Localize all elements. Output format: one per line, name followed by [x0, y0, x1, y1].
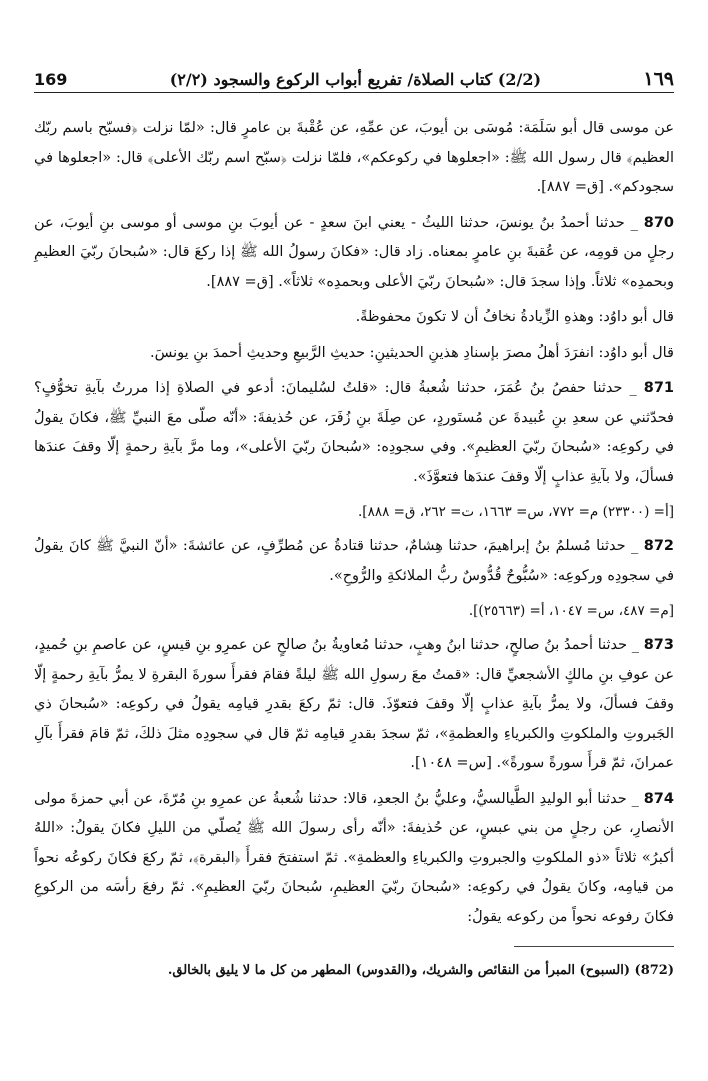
hadith-paragraph: [34, 785, 674, 933]
page-body: [34, 114, 674, 995]
hadith-paragraph: [34, 532, 674, 591]
page-number-latin: 169: [34, 69, 68, 89]
page-header: [34, 66, 674, 93]
hadith-paragraph: [34, 631, 674, 779]
hadith-text: عن موسى قال أبو سَلَمَة: مُوسَى بن أيوبَ، عن عمِّهِ، عن عُقْبةَ بن عامرٍ قال: «لمّا نزلت ﴿فسبّح باسم ربّك العظيم﴾ قال رسول الله ﷺ: «اجعلوها في ركوعكم»، فلمّا نزلت ﴿سبّح اسم ربّك الأعلى﴾ قال: «اجعلوها في سجودكم». [ق= ٨٨٧].: [34, 120, 674, 195]
footnote-divider: [514, 946, 674, 947]
hadith-number: 873: [643, 637, 674, 653]
comment-text: قال أبو داوُد: انفرَدَ أهلُ مصرَ بإسنادِ هذينِ الحديثينِ: حديثِ الرَّبيعِ وحديثِ أحمدَ بنِ يونسَ.: [150, 344, 674, 361]
running-title: (2/2) كتاب الصلاة/ تفريع أبواب الركوع والسجود (٢/٢): [169, 69, 542, 89]
takhrij-reference: [م= ٤٨٧، س= ١٠٤٧، أ= (٢٥٦٦٣)].: [468, 603, 674, 619]
author-comment: [34, 339, 674, 369]
author-comment: [34, 303, 674, 333]
comment-text: قال أبو داوُد: وهذهِ الزِّيادةُ نخافُ أن لا تكونَ محفوظةً.: [355, 309, 674, 325]
takhrij-reference: [أ= (٢٣٣٠٠) م= ٧٧٢، س= ١٦٦٣، ت= ٢٦٢، ق= ٨٨٨].: [358, 504, 674, 520]
hadith-text: _ حدثنا مُسلمُ بنُ إبراهيمَ، حدثنا هِشامٌ، حدثنا قتادةُ عن مُطرِّفٍ، عن عائشةَ: «أنّ النبيَّ ﷺ كانَ يقولُ في سجودِه وركوعِه: «سُبُّوحٌ قُدُّوسٌ ربُّ الملائكةِ والرُّوحِ».: [34, 538, 674, 584]
hadith-number: 874: [643, 790, 674, 807]
footnote: (872) (السبوح) المبرأ من النقائص والشريك، و(القدوس) المطهر من كل ما لا يليق بالخالق.: [167, 963, 674, 978]
hadith-number: 871: [643, 380, 675, 396]
hadith-paragraph: [34, 114, 674, 203]
page-number-arabic: ١٦٩: [643, 68, 674, 90]
hadith-number: 872: [643, 538, 675, 554]
hadith-text: _ حدثنا حفصُ بنُ عُمَرَ، حدثنا شُعبةُ قال: «قلتُ لسُليمانَ: أدعو في الصلاةِ إذا مررتُ بآيةِ تخوُّفٍ؟ فحدّثني عن سعدِ بنِ عُبيدةَ عن مُستَوردٍ، عن صِلَةَ بنِ زُفَرَ، عن حُذيفةَ: «أنّه صلّى معَ النبيِّ ﷺ، فكانَ يقولُ في ركوعِه: «سُبحانَ ربّيَ العظيمِ». وفي سجودِه: «سُبحانَ ربّيَ الأعلى»، وما مرَّ بآيةِ رحمةٍ إلّا وقفَ عندَها فسألَ، ولا بآيةِ عذابٍ إلّا وقفَ عندَها فتعوَّذَ».: [34, 380, 674, 485]
hadith-text: _ حدثنا أبو الوليدِ الطَّيالسيُّ، وعليُّ بنُ الجعدِ، قالا: حدثنا شُعبةُ عن عمرِو بنِ مُرّةَ، عن أبي حمزةَ مولى الأنصارِ، عن رجلٍ من بني عبسٍ، عن حُذيفةَ: «أنّه رأى رسولَ الله ﷺ يُصلّي من الليلِ فكانَ يقولُ: «اللهُ أكبرُ» ثلاثاً «ذو الملكوتِ والجبروتِ والكبرياءِ والعظمةِ». ثمّ استفتحَ فقرأَ ﴿البقرة﴾، ثمّ ركعَ فكانَ ركوعُه نحواً من قيامِه، وكانَ يقولُ في ركوعِه: «سُبحانَ ربّيَ العظيمِ، سُبحانَ ربّيَ العظيمِ». ثمّ رفعَ رأسَه من الركوعِ فكانَ رفوعه نحواً من ركوعه يقولُ:: [34, 790, 674, 925]
hadith-text: _ حدثنا أحمدُ بنُ يونسَ، حدثنا الليثُ - يعني ابنَ سعدٍ - عن أيوبَ بنِ موسى أو موسى بنِ أيوبَ، عن رجلٍ من قومِه، عن عُقبةَ بنِ عامرٍ بمعناه. زاد قال: «فكانَ رسولُ الله ﷺ إذا ركعَ قال: «سُبحانَ ربّيَ العظيمِ وبحمدِه» ثلاثاً. وإذا سجدَ قال: «سُبحانَ ربّيَ الأعلى وبحمدِه» ثلاثاً». [ق= ٨٨٧].: [34, 214, 674, 290]
hadith-paragraph: [34, 374, 674, 492]
hadith-paragraph: [34, 209, 674, 298]
hadith-text: _ حدثنا أحمدُ بنُ صالحٍ، حدثنا ابنُ وهبٍ، حدثنا مُعاويةُ بنُ صالحٍ عن عمرِو بنِ قيسٍ، عن عاصمِ بنِ حُميدٍ، عن عوفِ بنِ مالكٍ الأشجعيِّ قال: «قمتُ معَ رسولِ الله ﷺ ليلةً فقامَ فقرأَ سورةَ البقرةِ لا يمرُّ بآيةِ رحمةٍ إلّا وقفَ فسألَ، ولا يمرُّ بآيةِ عذابٍ إلّا وقفَ فتعوّذَ. قال: ثمّ ركعَ بقدرِ قيامِه يقولُ في ركوعِه: «سُبحانَ ذي الجَبروتِ والملكوتِ والكبرياءِ والعظمةِ»، ثمّ سجدَ بقدرِ قيامِه ثمّ قال في سجودِه مثلَ ذلكَ، ثمّ قامَ فقرأَ بآلِ عمرانَ، ثمّ قرأَ سورةً سورةً». [س= ١٠٤٨].: [34, 637, 674, 771]
hadith-number: 870: [643, 214, 675, 231]
